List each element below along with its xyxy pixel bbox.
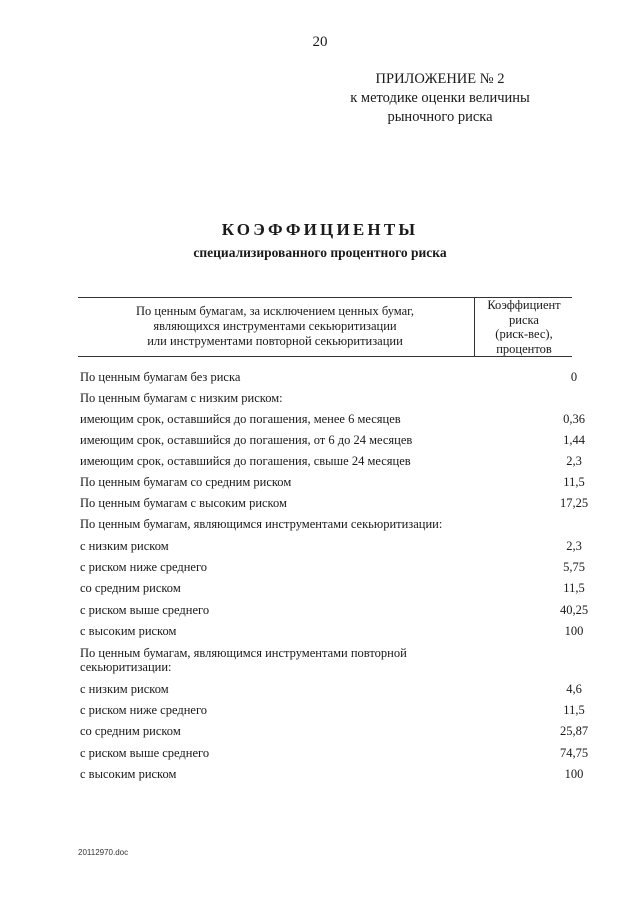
row-value: 2,3 [566,454,582,468]
header-description-line: или инструментами повторной секьюритизации [147,334,403,348]
table-column-separator [474,297,475,356]
row-value: 1,44 [563,433,585,447]
row-value: 100 [564,767,584,781]
row-label: с высоким риском [80,767,177,781]
header-coefficient-line: (риск-вес), [495,327,553,341]
row-value: 4,6 [566,682,582,696]
row-value: 0,36 [563,412,585,426]
row-label: с риском выше среднего [80,603,210,617]
table-header-rule [78,356,572,357]
header-coefficient-line: риска [509,312,539,327]
page-number: 20 [312,34,328,50]
row-value: 11,5 [563,475,585,489]
appendix-line-1: ПРИЛОЖЕНИЕ № 2 [375,71,505,87]
row-label: По ценным бумагам без риска [80,370,241,384]
row-value: 17,25 [559,496,589,510]
row-label: со средним риском [80,581,181,595]
row-label: с низким риском [80,539,169,553]
row-label: имеющим срок, оставшийся до погашения, свыше 24 месяцев [80,454,411,468]
row-label: имеющим срок, оставшийся до погашения, от 6 до 24 месяцев [80,433,413,447]
row-label: с низким риском [80,682,169,696]
row-label: с риском выше среднего [80,746,210,760]
row-value: 2,3 [566,539,582,553]
row-label: с риском ниже среднего [80,560,208,574]
appendix-heading [320,70,560,127]
footer-filename: 20112970.doc [78,848,129,857]
row-label: По ценным бумагам с низким риском: [80,391,283,405]
row-label: По ценным бумагам, являющимся инструментами секьюритизации: [80,517,443,531]
row-label: По ценным бумагам, являющимся инструментами повторной [80,646,407,660]
document-title: КОЭФФИЦИЕНТЫ [221,220,419,239]
header-description-line: являющихся инструментами секьюритизации [153,319,397,333]
row-label: с риском ниже среднего [80,703,208,717]
table-header-description [80,304,470,349]
row-label: секьюритизации: [80,660,172,674]
appendix-line-3: рыночного риска [387,109,493,125]
row-value: 74,75 [559,746,589,760]
table-header-coefficient [476,298,572,356]
row-value: 25,87 [559,724,589,738]
row-label: По ценным бумагам со средним риском [80,475,292,489]
row-label: По ценным бумагам с высоким риском [80,496,287,510]
row-value: 0 [570,370,578,384]
row-value: 100 [564,624,584,638]
row-label: с высоким риском [80,624,177,638]
row-value: 11,5 [563,703,585,717]
appendix-line-2: к методике оценки величины [350,90,530,106]
header-coefficient-line: Коэффициент [487,298,561,312]
row-value: 11,5 [563,581,585,595]
row-value: 5,75 [563,560,585,574]
header-coefficient-line: процентов [496,341,552,356]
header-description-line: По ценным бумагам, за исключением ценных бумаг, [135,304,415,318]
document-subtitle: специализированного процентного риска [193,245,447,260]
row-value: 40,25 [559,603,589,617]
row-label: имеющим срок, оставшийся до погашения, менее 6 месяцев [80,412,401,426]
row-label: со средним риском [80,724,181,738]
